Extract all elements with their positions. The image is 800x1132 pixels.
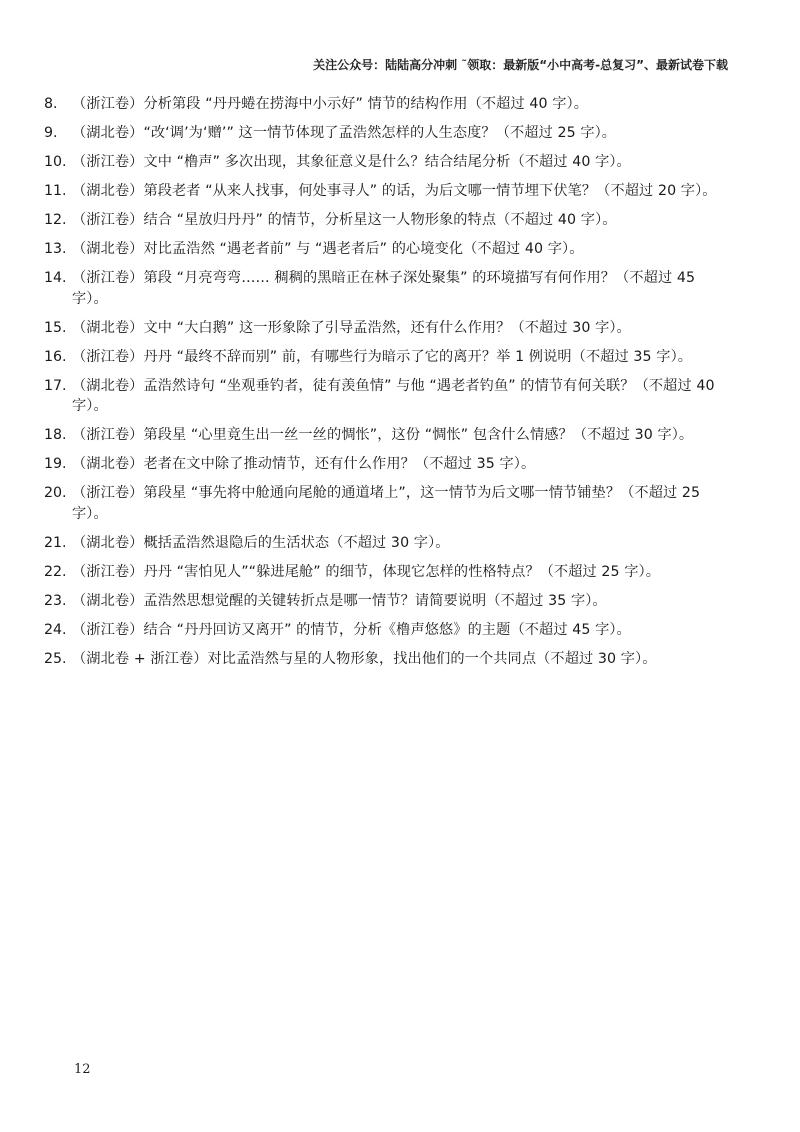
question-number: 18. <box>44 427 67 443</box>
question-item <box>44 318 734 339</box>
question-text: （湖北卷）对比孟浩然 “遇老者前” 与 “遇老者后” 的心境变化（不超过 40 字）。 <box>72 241 584 257</box>
question-number: 16. <box>44 348 67 365</box>
question-item <box>44 454 734 475</box>
question-item <box>44 347 734 368</box>
question-item <box>44 376 734 417</box>
question-item <box>44 649 734 670</box>
question-list <box>44 94 734 678</box>
question-text: （浙江卷）分析第段 “丹丹蜷在捞海中小示好” 情节的结构作用（不超过 40 字）。 <box>72 96 588 112</box>
question-text: （湖北卷）“改‘调’为‘赠’” 这一情节体现了孟浩然怎样的人生态度？（不超过 25 字）。 <box>72 125 617 141</box>
question-item <box>44 533 734 554</box>
question-number: 19. <box>44 456 67 472</box>
question-item <box>44 239 734 260</box>
question-text: （浙江卷）第段 “月亮弯弯…… 稠稠的黑暗正在林子深处聚集” 的环境描写有何作用？（不超过 45 字）。 <box>72 270 696 307</box>
question-text: （浙江卷）文中 “橹声” 多次出现，其象征意义是什么？结合结尾分析（不超过 40 字）。 <box>72 154 631 170</box>
question-text: （湖北卷）老者在文中除了推动情节，还有什么作用？（不超过 35 字）。 <box>72 456 536 472</box>
question-text: （湖北卷）孟浩然诗句 “坐观垂钓者，徒有羡鱼情” 与他 “遇老者钓鱼” 的情节有何关联？（不超过 40 字）。 <box>72 377 715 414</box>
question-number: 24. <box>44 621 67 638</box>
question-item <box>44 562 734 583</box>
question-text: （浙江卷）结合 “丹丹回访又离开” 的情节，分析《橹声悠悠》的主题（不超过 45 字）。 <box>72 621 631 638</box>
question-text: （浙江卷）丹丹 “害怕见人”“躲进尾舱” 的细节，体现它怎样的性格特点？（不超过 25 字）。 <box>72 563 661 580</box>
question-item <box>44 591 734 612</box>
question-number: 15. <box>44 319 67 336</box>
question-number: 9. <box>44 125 58 141</box>
question-number: 14. <box>44 270 67 286</box>
question-text: （湖北卷）概括孟浩然退隐后的生活状态（不超过 30 字）。 <box>72 534 450 551</box>
question-number: 25. <box>44 650 67 667</box>
question-item <box>44 181 734 202</box>
question-number: 23. <box>44 592 67 609</box>
page-number: 12 <box>74 1062 91 1077</box>
question-text: （湖北卷）文中 “大白鹅” 这一形象除了引导孟浩然，还有什么作用？（不超过 30 字）。 <box>72 319 631 336</box>
question-number: 21. <box>44 534 67 551</box>
question-item <box>44 123 734 144</box>
question-number: 11. <box>44 183 67 199</box>
question-item <box>44 94 734 115</box>
question-number: 22. <box>44 563 67 580</box>
question-text: （湖北卷 + 浙江卷）对比孟浩然与星的人物形象，找出他们的一个共同点（不超过 30 字）。 <box>72 650 657 667</box>
question-number: 10. <box>44 154 67 170</box>
question-text: （湖北卷）第段老者 “从来人找事，何处事寻人” 的话，为后文哪一情节埋下伏笔？（不超过 20 字）。 <box>72 183 717 199</box>
question-item <box>44 152 734 173</box>
question-item <box>44 620 734 641</box>
question-item <box>44 210 734 231</box>
question-text: （浙江卷）第段星 “心里竟生出一丝一丝的惆怅”，这份 “惆怅” 包含什么情感？（不超过 30 字）。 <box>72 427 694 443</box>
question-item <box>44 268 734 309</box>
question-number: 8. <box>44 96 58 112</box>
question-item <box>44 483 734 524</box>
question-number: 12. <box>44 212 67 228</box>
question-text: （浙江卷）第段星 “事先将中舱通向尾舱的通道堵上”，这一情节为后文哪一情节铺垫？（不超过 25 字）。 <box>72 485 701 522</box>
question-number: 20. <box>44 485 67 501</box>
question-text: （浙江卷）结合 “星放归丹丹” 的情节，分析星这一人物形象的特点（不超过 40 字）。 <box>72 212 617 228</box>
question-text: （浙江卷）丹丹 “最终不辞而别” 前，有哪些行为暗示了它的离开？举 1 例说明（不超过 35 字）。 <box>72 348 693 365</box>
page-header: 关注公众号：陆陆高分冲刺 ˜领取：最新版“小中高考-总复习”、最新试卷下载 <box>313 58 728 72</box>
question-text: （湖北卷）孟浩然思想觉醒的关键转折点是哪一情节？请简要说明（不超过 35 字）。 <box>72 592 607 609</box>
question-item <box>44 425 734 446</box>
question-number: 13. <box>44 241 67 257</box>
question-number: 17. <box>44 377 67 394</box>
